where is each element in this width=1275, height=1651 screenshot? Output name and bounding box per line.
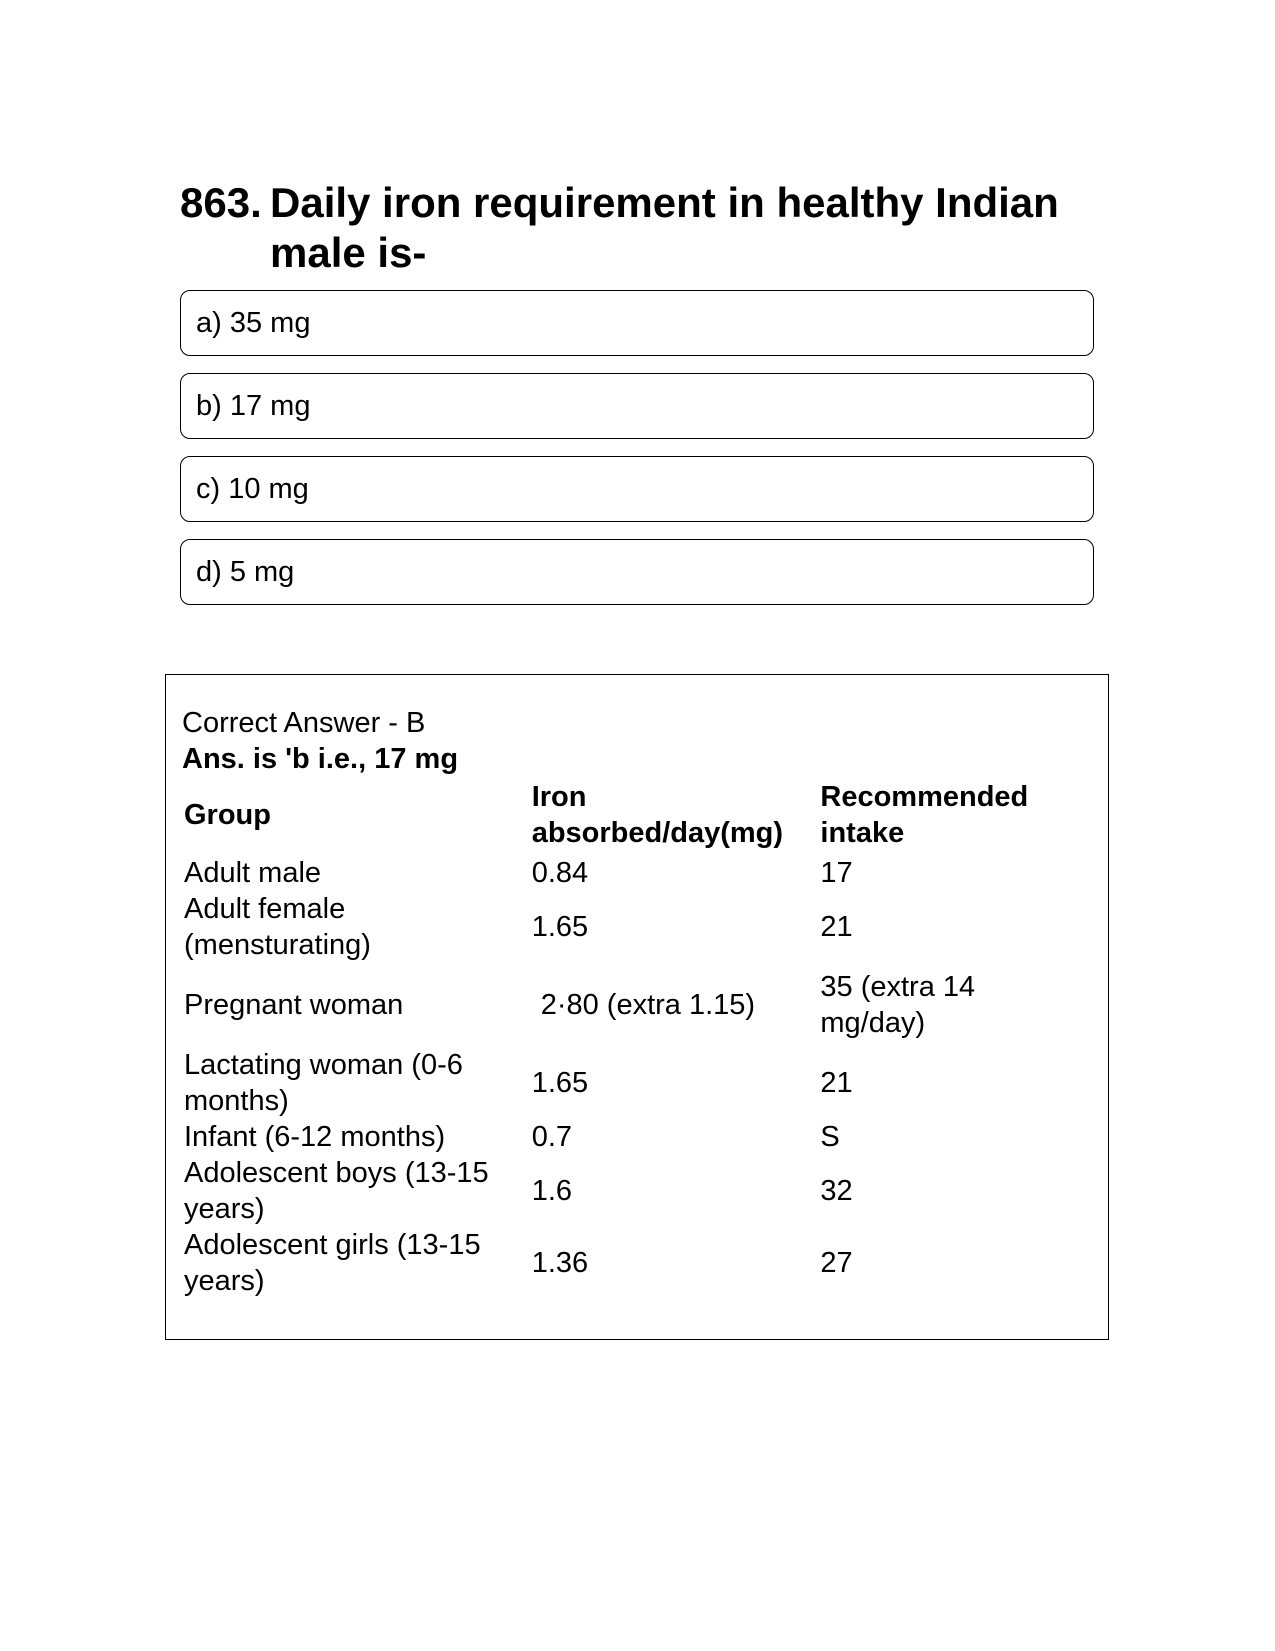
answer-explanation-box [165,674,1109,1340]
cell-recommended-intake: S [820,1121,840,1153]
iron-requirement-table [184,779,1084,1299]
question-heading [180,178,1100,278]
cell-recommended-intake: 21 [820,911,853,943]
cell-iron-absorbed: 0.7 [531,1121,573,1153]
table-row [184,963,1084,1047]
option-c[interactable]: c) 10 mg [180,456,1094,522]
table-row [184,855,1084,891]
table-header-row [184,779,1084,855]
option-a[interactable]: a) 35 mg [180,290,1094,356]
option-b[interactable]: b) 17 mg [180,373,1094,439]
cell-recommended-intake: 21 [820,1067,853,1099]
cell-group: Adult male [184,857,322,889]
cell-group: Adolescent girls (13-15 years) [184,1229,481,1297]
cell-recommended-intake: 32 [820,1175,853,1207]
cell-iron-absorbed: 1.65 [531,1067,589,1099]
cell-iron-absorbed: 2·80 (extra 1.15) [540,989,756,1021]
question-text: Daily iron requirement in healthy Indian male is- [270,179,1059,276]
cell-group: Adult female (mensturating) [184,893,371,961]
cell-recommended-intake: 35 (extra 14 mg/day) [820,971,976,1039]
cell-iron-absorbed: 1.36 [531,1247,589,1279]
cell-iron-absorbed: 1.6 [531,1175,573,1207]
cell-recommended-intake: 27 [820,1247,853,1279]
cell-recommended-intake: 17 [820,857,853,889]
cell-iron-absorbed: 1.65 [531,911,589,943]
table-row [184,891,1084,963]
cell-group: Adolescent boys (13-15 years) [184,1157,489,1225]
question-number: 863. [180,179,262,226]
cell-iron-absorbed: 0.84 [531,857,589,889]
table-row [184,1047,1084,1119]
correct-answer-label: Correct Answer - B [182,707,426,739]
cell-group: Infant (6-12 months) [184,1121,446,1153]
header-group: Group [184,799,271,831]
table-row [184,1227,1084,1299]
table-row [184,1119,1084,1155]
table-row [184,1155,1084,1227]
cell-group: Pregnant woman [184,989,404,1021]
answer-explanation: Ans. is 'b i.e., 17 mg [182,743,459,775]
header-recommended-intake: Recommended intake [820,781,1029,849]
header-iron-absorbed: Iron absorbed/day(mg) [531,781,784,849]
cell-group: Lactating woman (0-6 months) [184,1049,463,1117]
option-d[interactable]: d) 5 mg [180,539,1094,605]
